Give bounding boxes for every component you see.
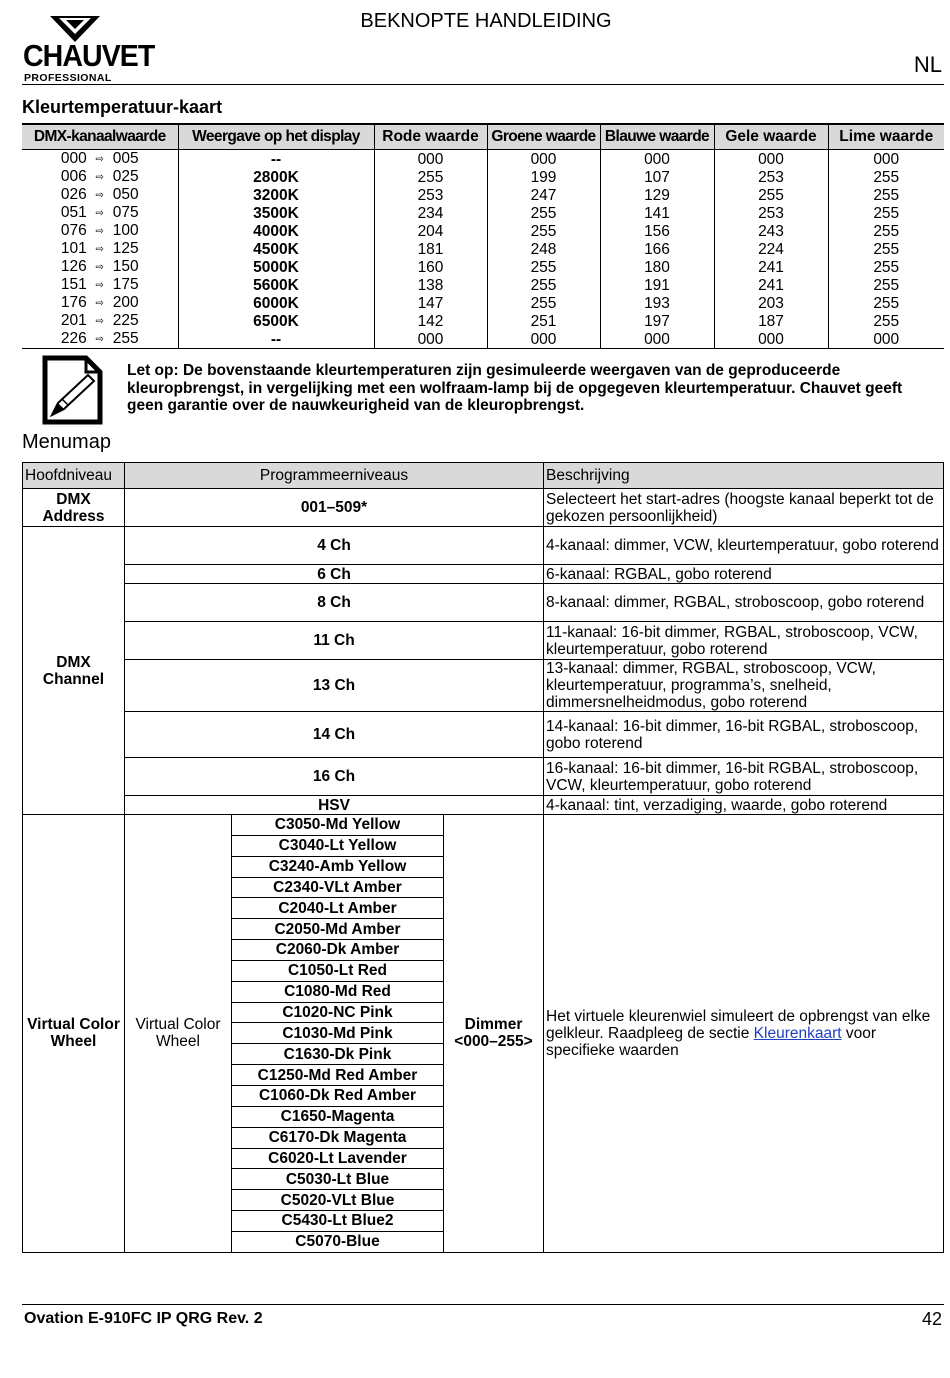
col-display: Weergave op het display xyxy=(178,124,374,150)
menu-row-dmx-channel xyxy=(23,565,944,584)
logo-subtitle: PROFESSIONAL xyxy=(24,72,112,84)
menu-row-vcw xyxy=(23,815,944,836)
amber-value: 000 xyxy=(714,330,828,349)
display-value: 5000K xyxy=(178,258,374,276)
range-end: 025 xyxy=(112,168,139,185)
channel-mode: 8 Ch xyxy=(125,584,544,622)
range-end: 075 xyxy=(112,204,139,221)
range-end: 150 xyxy=(112,258,139,275)
page-header-title: BEKNOPTE HANDLEIDING xyxy=(360,10,612,32)
amber-value: 000 xyxy=(714,150,828,169)
arrow-right-icon: ⇨ xyxy=(95,208,104,219)
menu-row-dmx-address xyxy=(23,489,944,527)
footer-divider xyxy=(22,1304,944,1305)
display-value: -- xyxy=(178,330,374,349)
blue-value: 191 xyxy=(600,276,714,294)
gel-color-item: C2340-VLt Amber xyxy=(232,877,444,898)
dmx-range-cell xyxy=(22,294,178,312)
menu-row-dmx-channel xyxy=(23,660,944,712)
lime-value: 255 xyxy=(828,222,944,240)
menu-col-prog: Programmeerniveaus xyxy=(125,463,544,489)
vcw-dimmer: Dimmer <000–255> xyxy=(444,815,544,1253)
green-value: 255 xyxy=(487,222,600,240)
channel-mode: 4 Ch xyxy=(125,527,544,565)
menu-header-row xyxy=(23,463,944,489)
color-temp-row xyxy=(22,168,944,186)
display-value: -- xyxy=(178,150,374,169)
menu-col-main: Hoofdniveau xyxy=(23,463,125,489)
blue-value: 166 xyxy=(600,240,714,258)
channel-mode-desc: 4-kanaal: tint, verzadiging, waarde, gobo roterend xyxy=(544,796,944,815)
gel-color-item: C2050-Md Amber xyxy=(232,919,444,940)
channel-mode: 13 Ch xyxy=(125,660,544,712)
channel-mode-desc: 14-kanaal: 16-bit dimmer, 16-bit RGBAL, stroboscoop, gobo roterend xyxy=(544,712,944,758)
kleurenkaart-link[interactable]: Kleurenkaart xyxy=(753,1024,842,1042)
color-temp-row xyxy=(22,222,944,240)
arrow-right-icon: ⇨ xyxy=(95,154,104,165)
green-value: 255 xyxy=(487,294,600,312)
channel-mode: 6 Ch xyxy=(125,565,544,584)
range-end: 005 xyxy=(112,150,139,167)
color-temp-header-row xyxy=(22,124,944,150)
blue-value: 129 xyxy=(600,186,714,204)
menu-map-table xyxy=(22,462,944,1253)
red-value: 253 xyxy=(374,186,487,204)
col-amber: Gele waarde xyxy=(714,124,828,150)
display-value: 2800K xyxy=(178,168,374,186)
lime-value: 255 xyxy=(828,204,944,222)
display-value: 4000K xyxy=(178,222,374,240)
arrow-right-icon: ⇨ xyxy=(95,190,104,201)
col-blue: Blauwe waarde xyxy=(600,124,714,150)
red-value: 000 xyxy=(374,330,487,349)
dmx-range-cell xyxy=(22,150,178,169)
red-value: 234 xyxy=(374,204,487,222)
menu-row-dmx-channel xyxy=(23,527,944,565)
red-value: 142 xyxy=(374,312,487,330)
channel-mode-desc: 8-kanaal: dimmer, RGBAL, stroboscoop, gobo roterend xyxy=(544,584,944,622)
blue-value: 000 xyxy=(600,330,714,349)
dmx-range-cell xyxy=(22,258,178,276)
red-value: 255 xyxy=(374,168,487,186)
green-value: 248 xyxy=(487,240,600,258)
range-end: 125 xyxy=(112,240,139,257)
lime-value: 255 xyxy=(828,258,944,276)
color-temp-row xyxy=(22,330,944,349)
range-end: 100 xyxy=(112,222,139,239)
range-end: 225 xyxy=(112,312,139,329)
range-start: 076 xyxy=(60,222,87,239)
red-value: 147 xyxy=(374,294,487,312)
lime-value: 255 xyxy=(828,312,944,330)
amber-value: 253 xyxy=(714,168,828,186)
gel-color-item: C5430-Lt Blue2 xyxy=(232,1211,444,1232)
blue-value: 180 xyxy=(600,258,714,276)
range-start: 051 xyxy=(60,204,87,221)
gel-color-item: C5070-Blue xyxy=(232,1231,444,1252)
amber-value: 203 xyxy=(714,294,828,312)
channel-mode-desc: 11-kanaal: 16-bit dimmer, RGBAL, stroboscoop, VCW, kleurtemperatuur, gobo roterend xyxy=(544,622,944,660)
red-value: 000 xyxy=(374,150,487,169)
display-value: 6500K xyxy=(178,312,374,330)
red-value: 160 xyxy=(374,258,487,276)
dmx-channel-label: DMX Channel xyxy=(23,527,125,815)
display-value: 4500K xyxy=(178,240,374,258)
language-code: NL xyxy=(913,52,942,77)
green-value: 251 xyxy=(487,312,600,330)
color-temp-row xyxy=(22,312,944,330)
lime-value: 255 xyxy=(828,294,944,312)
amber-value: 241 xyxy=(714,258,828,276)
col-green: Groene waarde xyxy=(487,124,600,150)
color-temp-row xyxy=(22,294,944,312)
amber-value: 255 xyxy=(714,186,828,204)
gel-color-item: C3040-Lt Yellow xyxy=(232,835,444,856)
green-value: 247 xyxy=(487,186,600,204)
display-value: 3500K xyxy=(178,204,374,222)
amber-value: 253 xyxy=(714,204,828,222)
dmx-range-cell xyxy=(22,222,178,240)
amber-value: 243 xyxy=(714,222,828,240)
footer-doc-title: Ovation E-910FC IP QRG Rev. 2 xyxy=(24,1310,263,1327)
note-text: Let op: De bovenstaande kleurtemperaturen zijn gesimuleerde weergaven van de geproduceerde kleuropbrengst, in vergelijking met een wolfraam-lamp bij de opgegeven kleurtemperatuur. Chauvet geeft geen garantie over de nauwkeurigheid van de kleuropbrengst. xyxy=(127,362,903,414)
page-number: 42 xyxy=(921,1309,942,1329)
gel-color-item: C1250-Md Red Amber xyxy=(232,1065,444,1086)
dmx-address-label: DMX Address xyxy=(23,489,125,527)
display-value: 6000K xyxy=(178,294,374,312)
dmx-range-cell xyxy=(22,168,178,186)
vcw-sub-label: Virtual Color Wheel xyxy=(125,815,232,1253)
lime-value: 255 xyxy=(828,240,944,258)
arrow-right-icon: ⇨ xyxy=(95,226,104,237)
arrow-right-icon: ⇨ xyxy=(95,316,104,327)
range-start: 101 xyxy=(60,240,87,257)
range-start: 000 xyxy=(60,150,87,167)
range-end: 050 xyxy=(112,186,139,203)
arrow-right-icon: ⇨ xyxy=(95,334,104,345)
gel-color-item: C3050-Md Yellow xyxy=(232,815,444,836)
blue-value: 156 xyxy=(600,222,714,240)
col-red: Rode waarde xyxy=(374,124,487,150)
dmx-range-cell xyxy=(22,312,178,330)
range-start: 201 xyxy=(60,312,87,329)
gel-color-item: C3240-Amb Yellow xyxy=(232,856,444,877)
arrow-right-icon: ⇨ xyxy=(95,280,104,291)
range-start: 176 xyxy=(60,294,87,311)
red-value: 138 xyxy=(374,276,487,294)
range-start: 026 xyxy=(60,186,87,203)
lime-value: 000 xyxy=(828,330,944,349)
vcw-label: Virtual Color Wheel xyxy=(23,815,125,1253)
lime-value: 255 xyxy=(828,186,944,204)
menumap-title: Menumap xyxy=(22,431,111,453)
amber-value: 187 xyxy=(714,312,828,330)
arrow-right-icon: ⇨ xyxy=(95,172,104,183)
range-start: 151 xyxy=(60,276,87,293)
col-dmx-value: DMX-kanaalwaarde xyxy=(22,124,178,150)
red-value: 204 xyxy=(374,222,487,240)
green-value: 000 xyxy=(487,330,600,349)
amber-value: 241 xyxy=(714,276,828,294)
menu-col-desc: Beschrijving xyxy=(544,463,944,489)
channel-mode: 16 Ch xyxy=(125,758,544,796)
dmx-range-cell xyxy=(22,276,178,294)
green-value: 255 xyxy=(487,204,600,222)
color-temp-row xyxy=(22,240,944,258)
display-value: 5600K xyxy=(178,276,374,294)
color-temp-row xyxy=(22,186,944,204)
gel-color-item: C1030-Md Pink xyxy=(232,1023,444,1044)
menu-row-dmx-channel xyxy=(23,584,944,622)
logo-wordmark: CHAUVET xyxy=(23,38,155,73)
channel-mode: 14 Ch xyxy=(125,712,544,758)
blue-value: 197 xyxy=(600,312,714,330)
gel-color-item: C6020-Lt Lavender xyxy=(232,1148,444,1169)
blue-value: 000 xyxy=(600,150,714,169)
vcw-desc-pre: Het virtuele kleurenwiel simuleert de opbrengst van elke gelkleur. Raadpleeg de sectie xyxy=(546,1007,931,1042)
range-end: 200 xyxy=(112,294,139,311)
gel-color-item: C5030-Lt Blue xyxy=(232,1169,444,1190)
color-temp-row xyxy=(22,204,944,222)
gel-color-item: C1630-Dk Pink xyxy=(232,1044,444,1065)
green-value: 255 xyxy=(487,258,600,276)
gel-color-item: C2040-Lt Amber xyxy=(232,898,444,919)
gel-color-item: C1020-NC Pink xyxy=(232,1002,444,1023)
dmx-range-cell xyxy=(22,330,178,349)
arrow-right-icon: ⇨ xyxy=(95,244,104,255)
range-start: 226 xyxy=(60,330,87,347)
dmx-range-cell xyxy=(22,240,178,258)
range-end: 175 xyxy=(112,276,139,293)
channel-mode: HSV xyxy=(125,796,544,815)
green-value: 255 xyxy=(487,276,600,294)
color-temp-row xyxy=(22,258,944,276)
channel-mode-desc: 13-kanaal: dimmer, RGBAL, stroboscoop, VCW, kleurtemperatuur, programma’s, snelheid, dimmersnelheidmodus, gobo roterend xyxy=(544,660,944,712)
arrow-right-icon: ⇨ xyxy=(95,298,104,309)
lime-value: 255 xyxy=(828,168,944,186)
channel-mode-desc: 16-kanaal: 16-bit dimmer, 16-bit RGBAL, stroboscoop, VCW, kleurtemperatuur, gobo roterend xyxy=(544,758,944,796)
note-pencil-icon xyxy=(42,355,104,425)
dmx-address-desc: Selecteert het start-adres (hoogste kanaal beperkt tot de gekozen persoonlijkheid) xyxy=(544,489,944,527)
channel-mode-desc: 4-kanaal: dimmer, VCW, kleurtemperatuur, gobo roterend xyxy=(544,527,944,565)
blue-value: 141 xyxy=(600,204,714,222)
color-temp-table xyxy=(22,123,944,349)
arrow-right-icon: ⇨ xyxy=(95,262,104,273)
red-value: 181 xyxy=(374,240,487,258)
lime-value: 255 xyxy=(828,276,944,294)
gel-color-item: C1650-Magenta xyxy=(232,1106,444,1127)
gel-color-item: C6170-Dk Magenta xyxy=(232,1127,444,1148)
color-temp-row xyxy=(22,276,944,294)
lime-value: 000 xyxy=(828,150,944,169)
display-value: 3200K xyxy=(178,186,374,204)
menu-row-dmx-channel xyxy=(23,758,944,796)
vcw-desc xyxy=(544,815,944,1253)
header-divider xyxy=(22,84,944,85)
vcw-desc-post: voor specifieke waarden xyxy=(546,1024,877,1059)
gel-color-item: C1080-Md Red xyxy=(232,981,444,1002)
dmx-range-cell xyxy=(22,186,178,204)
channel-mode-desc: 6-kanaal: RGBAL, gobo roterend xyxy=(544,565,944,584)
range-end: 255 xyxy=(112,330,139,347)
menu-row-dmx-channel xyxy=(23,712,944,758)
color-temp-title: Kleurtemperatuur-kaart xyxy=(22,97,223,117)
col-lime: Lime waarde xyxy=(828,124,944,150)
gel-color-item: C1060-Dk Red Amber xyxy=(232,1085,444,1106)
gel-color-item: C5020-VLt Blue xyxy=(232,1190,444,1211)
gel-color-item: C2060-Dk Amber xyxy=(232,940,444,961)
blue-value: 193 xyxy=(600,294,714,312)
range-start: 126 xyxy=(60,258,87,275)
gel-color-item: C1050-Lt Red xyxy=(232,960,444,981)
blue-value: 107 xyxy=(600,168,714,186)
color-temp-row xyxy=(22,150,944,169)
menu-row-dmx-channel xyxy=(23,796,944,815)
green-value: 000 xyxy=(487,150,600,169)
dmx-range-cell xyxy=(22,204,178,222)
range-start: 006 xyxy=(60,168,87,185)
amber-value: 224 xyxy=(714,240,828,258)
channel-mode: 11 Ch xyxy=(125,622,544,660)
menu-row-dmx-channel xyxy=(23,622,944,660)
dmx-address-range: 001–509* xyxy=(125,489,544,527)
green-value: 199 xyxy=(487,168,600,186)
